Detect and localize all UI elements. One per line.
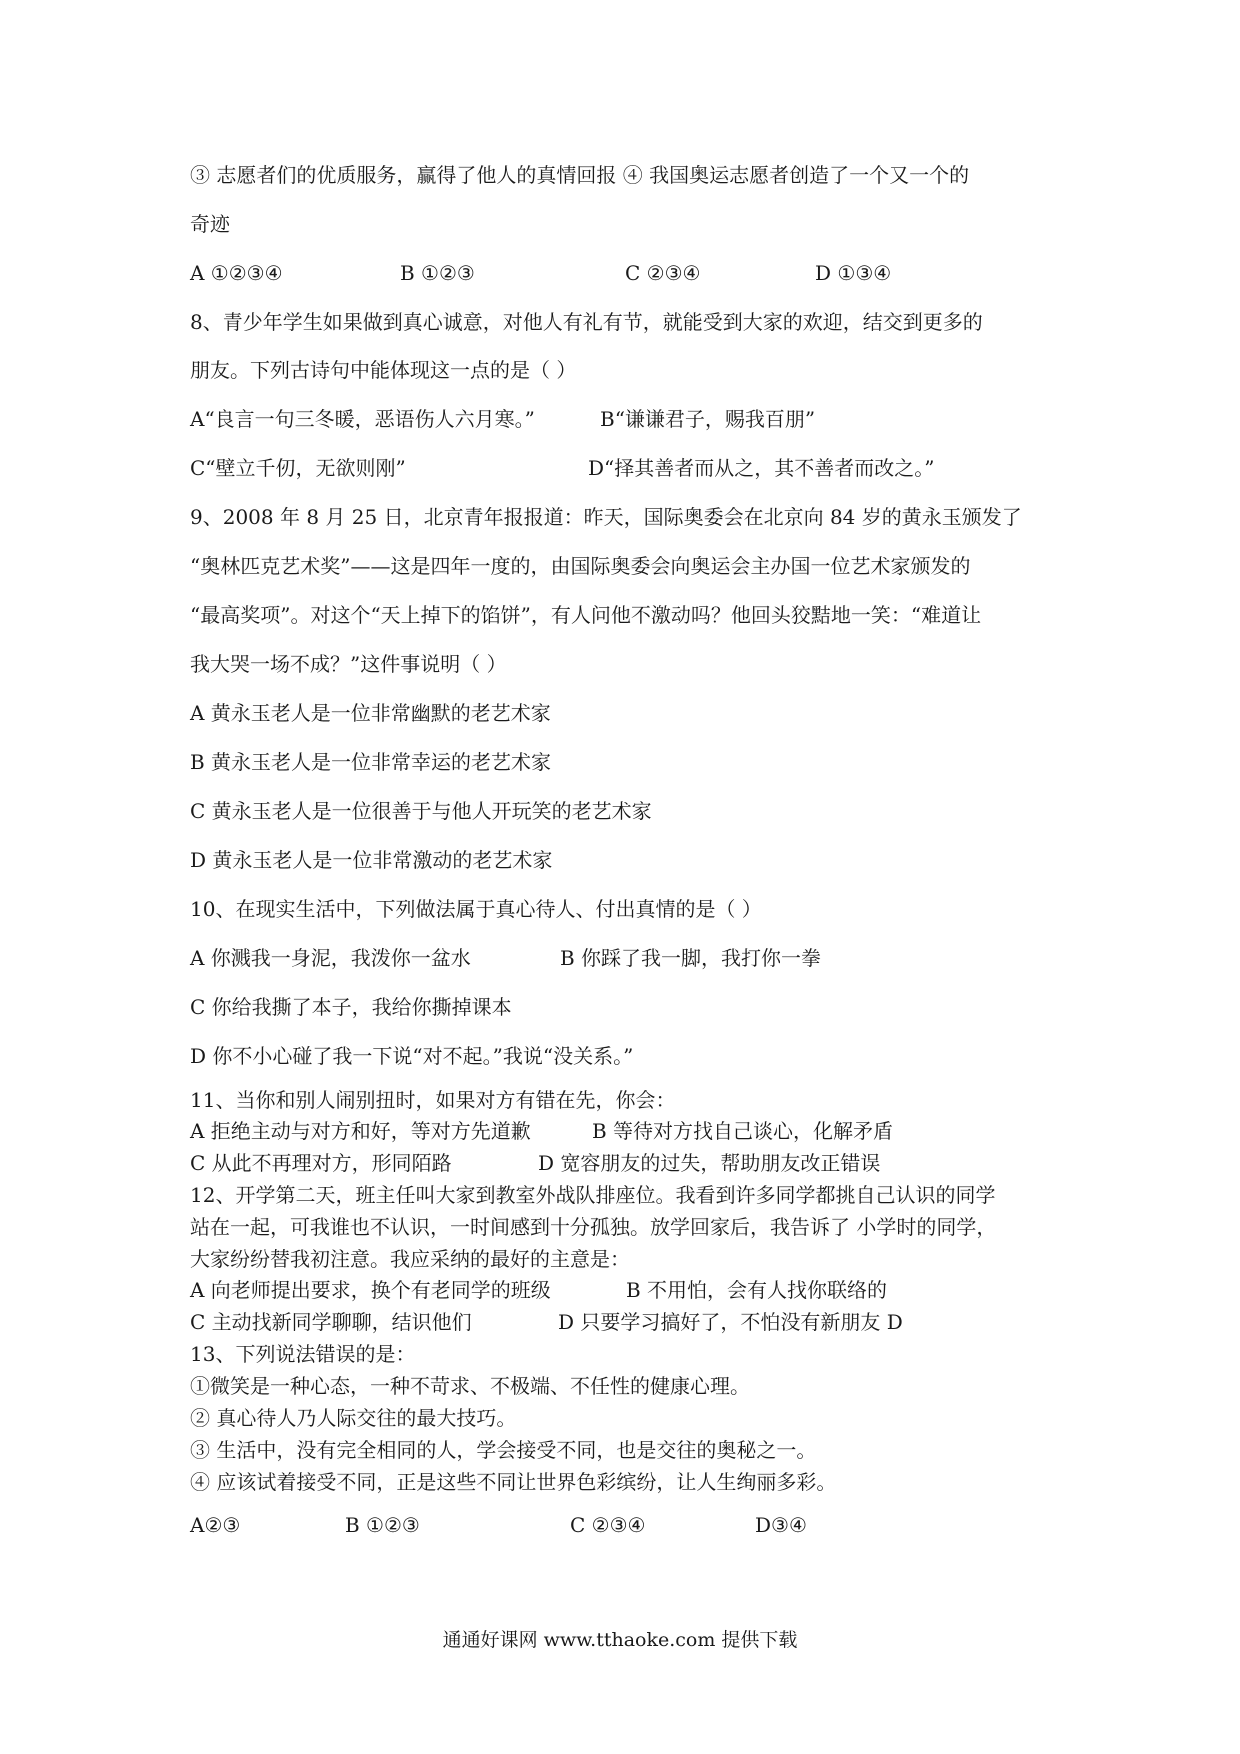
q8-stem: 8、青少年学生如果做到真心诚意，对他人有礼有节，就能受到大家的欢迎，结交到更多的 (190, 310, 983, 334)
q12-option-b: B 不用怕，会有人找你联络的 (626, 1278, 888, 1302)
q10-option-c: C 你给我撕了本子，我给你撕掉课本 (190, 995, 512, 1019)
q9-stem: 9、2008 年 8 月 25 日，北京青年报报道：昨天，国际奥委会在北京向 84 岁的黄永玉颁发了 (190, 505, 1022, 529)
q12-option-a: A 向老师提出要求，换个有老同学的班级 (190, 1278, 551, 1302)
q13-option-b: B ①②③ (345, 1513, 420, 1537)
q11-option-c: C 从此不再理对方，形同陌路 (190, 1151, 452, 1175)
q13-statement-3: ③ 生活中，没有完全相同的人，学会接受不同，也是交往的奥秘之一。 (190, 1438, 817, 1462)
q12-stem-cont-2: 大家纷纷替我初注意。我应采纳的最好的主意是： (190, 1247, 630, 1271)
q8-option-c: C“壁立千仞，无欲则刚” (190, 456, 406, 480)
q7-option-a: A ①②③④ (190, 261, 283, 285)
q7-statement-line-cont: 奇迹 (190, 212, 230, 236)
q10-option-d: D 你不小心碰了我一下说“对不起。”我说“没关系。” (190, 1044, 634, 1068)
q13-statement-2: ② 真心待人乃人际交往的最大技巧。 (190, 1406, 517, 1430)
q7-option-c: C ②③④ (625, 261, 701, 285)
q8-option-b: B“谦谦君子，赐我百朋” (600, 407, 816, 431)
q9-option-a: A 黄永玉老人是一位非常幽默的老艺术家 (190, 701, 551, 725)
q10-option-b: B 你踩了我一脚，我打你一拳 (560, 946, 822, 970)
q9-option-b: B 黄永玉老人是一位非常幸运的老艺术家 (190, 750, 552, 774)
q11-option-d: D 宽容朋友的过失，帮助朋友改正错误 (538, 1151, 881, 1175)
q10-option-a: A 你溅我一身泥，我泼你一盆水 (190, 946, 471, 970)
q12-option-c: C 主动找新同学聊聊，结识他们 (190, 1310, 472, 1334)
q9-stem-cont-1: “奥林匹克艺术奖”——这是四年一度的，由国际奥委会向奥运会主办国一位艺术家颁发的 (190, 554, 971, 578)
q13-option-a: A②③ (190, 1513, 241, 1537)
q13-statement-4: ④ 应该试着接受不同，正是这些不同让世界色彩缤纷，让人生绚丽多彩。 (190, 1470, 837, 1494)
q12-option-d: D 只要学习搞好了，不怕没有新朋友 D (558, 1310, 903, 1334)
q13-statement-1: ①微笑是一种心态，一种不苛求、不极端、不任性的健康心理。 (190, 1374, 750, 1398)
q7-statement-line: ③ 志愿者们的优质服务，赢得了他人的真情回报 ④ 我国奥运志愿者创造了一个又一个的 (190, 163, 970, 187)
q12-stem-cont-1: 站在一起，可我谁也不认识，一时间感到十分孤独。放学回家后，我告诉了 小学时的同学， (190, 1215, 997, 1239)
q7-option-b: B ①②③ (400, 261, 475, 285)
q8-option-a: A“良言一句三冬暖，恶语伤人六月寒。” (190, 407, 535, 431)
footer-source-line: 通通好课网 www.tthaoke.com 提供下载 (442, 1629, 798, 1651)
q9-option-d: D 黄永玉老人是一位非常激动的老艺术家 (190, 848, 553, 872)
q9-stem-cont-2: “最高奖项”。对这个“天上掉下的馅饼”，有人问他不激动吗？他回头狡黠地一笑：“难道让 (190, 603, 982, 627)
q7-option-d: D ①③④ (815, 261, 892, 285)
q8-stem-cont: 朋友。下列古诗句中能体现这一点的是（ ） (190, 358, 577, 382)
q11-option-a: A 拒绝主动与对方和好，等对方先道歉 (190, 1119, 531, 1143)
q13-option-c: C ②③④ (570, 1513, 646, 1537)
q10-stem: 10、在现实生活中，下列做法属于真心待人、付出真情的是（ ） (190, 897, 762, 921)
q12-stem: 12、开学第二天，班主任叫大家到教室外战队排座位。我看到许多同学都挑自己认识的同学 (190, 1183, 996, 1207)
q11-option-b: B 等待对方找自己谈心，化解矛盾 (592, 1119, 894, 1143)
q11-stem: 11、当你和别人闹别扭时，如果对方有错在先，你会： (190, 1088, 676, 1112)
q13-option-d: D③④ (755, 1513, 807, 1537)
q9-stem-cont-3: 我大哭一场不成？”这件事说明（ ） (190, 652, 507, 676)
q13-stem: 13、下列说法错误的是： (190, 1342, 416, 1366)
q8-option-d: D“择其善者而从之，其不善者而改之。” (588, 456, 935, 480)
q9-option-c: C 黄永玉老人是一位很善于与他人开玩笑的老艺术家 (190, 799, 652, 823)
